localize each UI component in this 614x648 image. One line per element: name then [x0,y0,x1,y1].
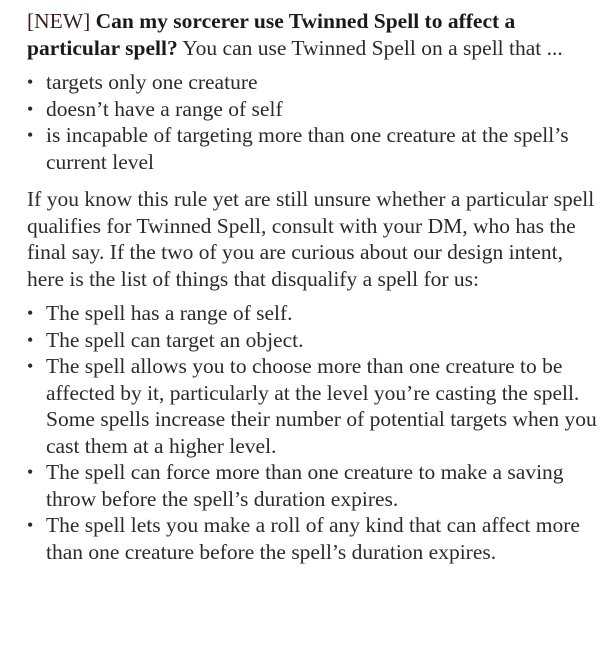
list-item-text: The spell lets you make a roll of any kind that can affect more than one creature before the spell’s duration expires. [46,513,580,564]
list-item-text: targets only one creature [46,70,258,94]
list-item-text: The spell allows you to choose more than one creature to be affected by it, particularly at the level you’re casting the spell. Some spells increase their number of potential targets when you cast them at a higher level. [46,354,597,458]
list-item [27,353,605,459]
disqualifier-list [27,300,605,565]
list-item-text: The spell can force more than one creature to make a saving throw before the spell’s duration expires. [46,460,564,511]
criteria-list [27,69,605,175]
list-item [27,512,605,565]
list-item-text: is incapable of targeting more than one creature at the spell’s current level [46,123,569,174]
list-item-text: The spell can target an object. [46,327,304,352]
list-item-text: doesn’t have a range of self [46,96,283,121]
bullet-icon: • [27,303,34,323]
guidance-paragraph: If you know this rule yet are still unsure whether a particular spell qualifies for Twinned Spell, consult with your DM, who has the final say. If the two of you are curious about our design intent, here is the list of things that disqualify a spell for us: [27,187,595,291]
intro-paragraph [27,8,605,61]
document-body [27,8,605,565]
answer-intro: You can use Twinned Spell on a spell that ... [182,35,563,60]
list-item [27,96,605,123]
new-tag: [NEW] [27,9,91,33]
list-item [27,459,605,512]
question-heading: Can my sorcerer use Twinned Spell to affect a particular spell? [27,9,516,60]
bullet-icon: • [27,462,34,482]
bullet-icon: • [27,98,34,119]
bullet-icon: • [27,72,34,92]
list-item-text: The spell has a range of self. [46,301,293,325]
list-item [27,327,605,354]
bullet-icon: • [27,356,34,376]
list-item [27,122,605,175]
bullet-icon: • [27,329,34,350]
list-item [27,69,605,96]
list-item [27,300,605,327]
bullet-icon: • [27,515,34,535]
bullet-icon: • [27,125,34,145]
